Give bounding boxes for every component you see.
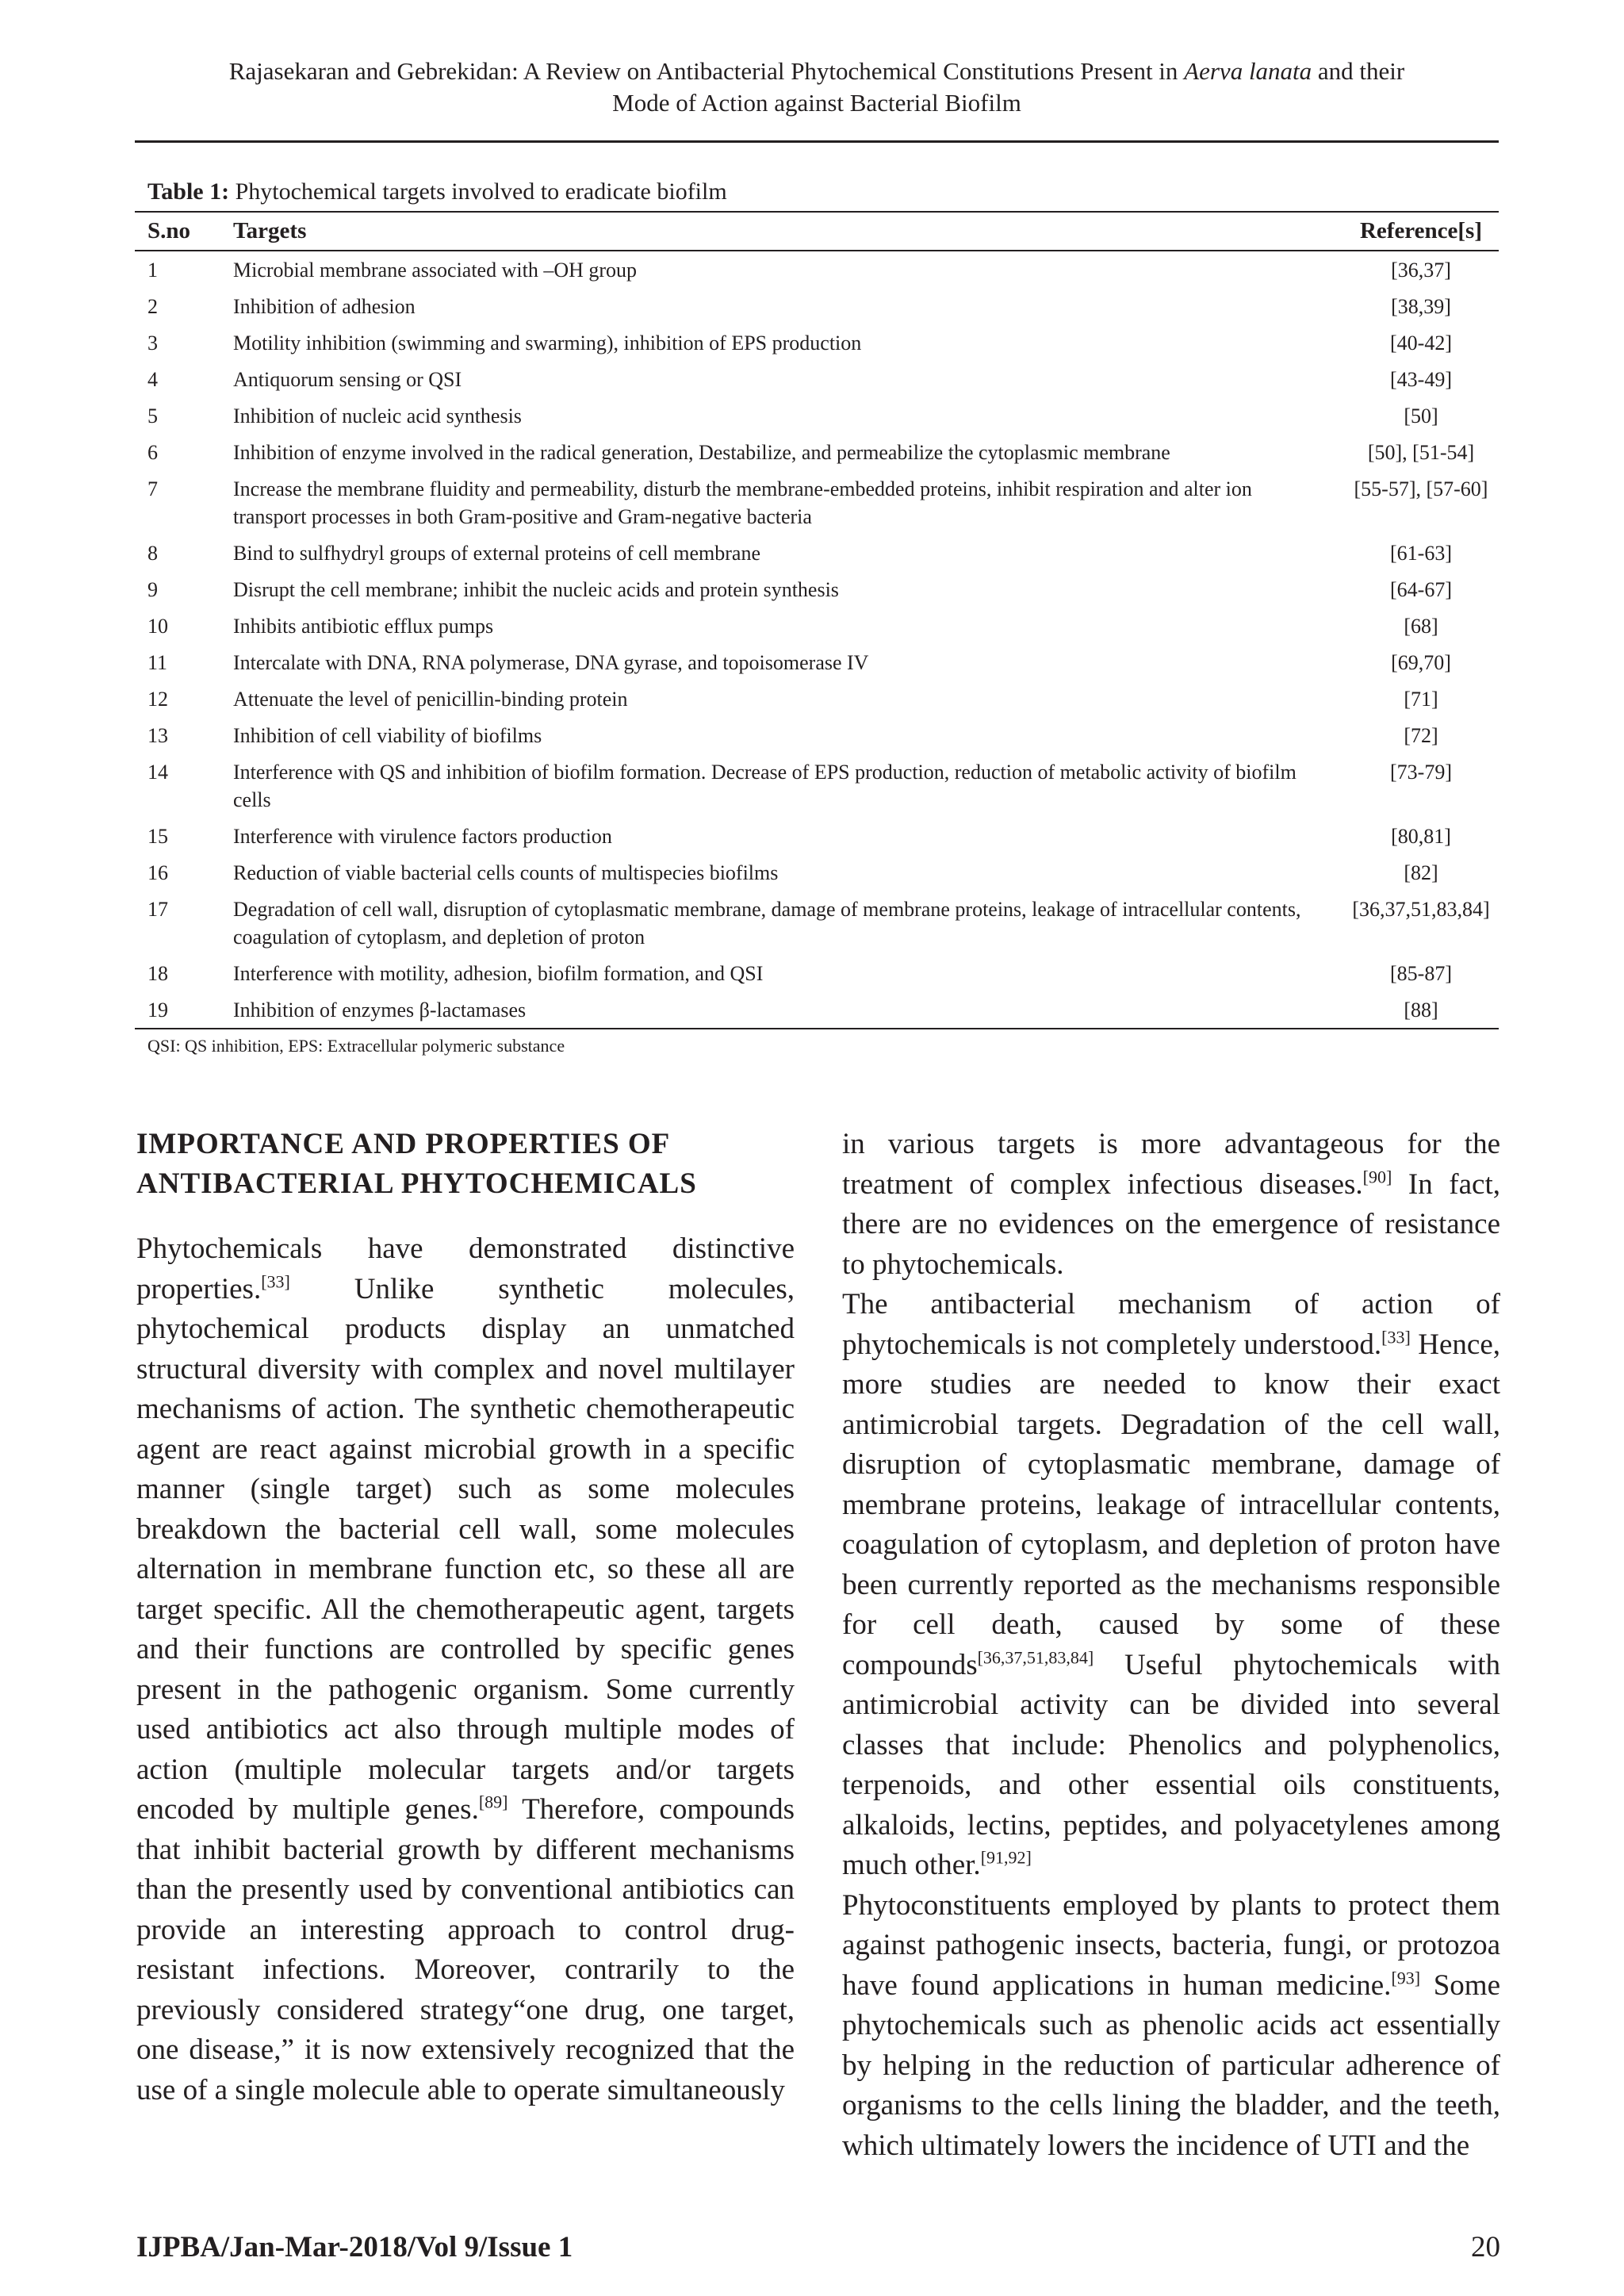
- table-row: [135, 854, 1499, 891]
- cell-sno: 14: [147, 761, 168, 784]
- cell-target: Interference with virulence factors production: [233, 825, 612, 848]
- cell-reference: [50]: [1404, 404, 1438, 427]
- cell-sno: 11: [147, 651, 168, 674]
- cell-target: Degradation of cell wall, disruption of cytoplasmatic membrane, damage of membrane proteins, leakage of intracellular contents, coagulation of cytoplasm, and depletion of proton: [233, 898, 1301, 949]
- cell-sno: 19: [147, 999, 168, 1022]
- cell-sno: 15: [147, 825, 168, 848]
- cell-target: Inhibition of enzyme involved in the radical generation, Destabilize, and permeabilize the cytoplasmic membrane: [233, 441, 1170, 464]
- cell-target: Attenuate the level of penicillin-binding protein: [233, 688, 628, 711]
- table-row: [135, 571, 1499, 608]
- cell-reference: [82]: [1404, 861, 1438, 884]
- cell-reference: [69,70]: [1391, 651, 1451, 674]
- cell-target: Intercalate with DNA, RNA polymerase, DNA gyrase, and topoisomerase IV: [233, 651, 869, 674]
- table-row: [135, 470, 1499, 535]
- cell-sno: 17: [147, 898, 168, 921]
- table-body: [135, 251, 1499, 1029]
- cell-reference: [88]: [1404, 999, 1438, 1022]
- citation: [36,37,51,83,84]: [977, 1647, 1094, 1668]
- cell-target: Interference with motility, adhesion, biofilm formation, and QSI: [233, 962, 764, 985]
- section-heading: IMPORTANCE AND PROPERTIES OF ANTIBACTERIAL PHYTOCHEMICALS: [136, 1128, 697, 1200]
- header-targets: Targets: [233, 218, 307, 243]
- paragraph: in various targets is more advantageous for the treatment of complex infectious diseases.[90] In fact, there are no evidences on the emergence of resistance to phytochemicals.: [842, 1128, 1500, 1281]
- running-head: [135, 56, 1499, 119]
- cell-reference: [80,81]: [1391, 825, 1451, 848]
- paragraph: Phytochemicals have demonstrated distinctive properties.[33] Unlike synthetic molecules, phytochemical products display an unmatched structural diversity with complex and novel multilayer mechanisms of action. The synthetic chemotherapeutic agent are react against microbial growth in a specific manner (single target) such as some molecules breakdown the bacterial cell wall, some molecules alternation in membrane function etc, so these all are target specific. All the chemotherapeutic agent, targets and their functions are controlled by specific genes present in the pathogenic organism. Some currently used antibiotics act also through multiple modes of action (multiple molecular targets and/or targets encoded by multiple genes.[89] Therefore, compounds that inhibit bacterial growth by different mechanisms than the presently used by conventional antibiotics can provide an interesting approach to control drug-resistant infections. Moreover, contrarily to the previously considered strategy“one drug, one target, one disease,” it is now extensively recognized that the use of a single molecule able to operate simultaneously: [136, 1232, 795, 2106]
- cell-sno: 4: [147, 368, 158, 391]
- paragraph: Phytoconstituents employed by plants to protect them against pathogenic insects, bacteria, fungi, or protozoa have found applications in human medicine.[93] Some phytochemicals such as phenolic acids act essentially by helping in the reduction of particular adherence of organisms to the cells lining the bladder, and the teeth, which ultimately lowers the incidence of UTI and the: [842, 1888, 1501, 2162]
- cell-sno: 13: [147, 724, 168, 747]
- running-head-line-1: Rajasekaran and Gebrekidan: A Review on Antibacterial Phytochemical Constitutions Present in Aerva lanata and their: [228, 57, 1405, 85]
- cell-reference: [72]: [1404, 724, 1438, 747]
- cell-sno: 5: [147, 404, 158, 427]
- cell-target: Microbial membrane associated with –OH group: [233, 259, 638, 282]
- table-row: [135, 955, 1499, 991]
- table-caption: Table 1: Phytochemical targets involved to eradicate biofilm: [147, 178, 727, 205]
- table-footnote: QSI: QS inhibition, EPS: Extracellular polymeric substance: [147, 1036, 565, 1056]
- cell-sno: 9: [147, 578, 158, 601]
- cell-reference: [68]: [1404, 615, 1438, 638]
- table-row: [135, 608, 1499, 644]
- table-header-row: [135, 212, 1499, 251]
- cell-sno: 16: [147, 861, 168, 884]
- table-row: [135, 361, 1499, 397]
- table-row: [135, 434, 1499, 470]
- cell-target: Reduction of viable bacterial cells counts of multispecies biofilms: [233, 861, 779, 884]
- cell-sno: 3: [147, 332, 158, 355]
- cell-target: Inhibition of adhesion: [233, 295, 416, 318]
- species-name: Aerva lanata: [1184, 57, 1312, 85]
- journal-footer: IJPBA/Jan-Mar-2018/Vol 9/Issue 1: [136, 2231, 573, 2263]
- cell-target: Inhibition of enzymes β-lactamases: [233, 999, 527, 1022]
- citation: [93]: [1391, 1968, 1421, 1988]
- cell-sno: 1: [147, 259, 158, 282]
- cell-target: Interference with QS and inhibition of biofilm formation. Decrease of EPS production, reduction of metabolic activity of biofilm cells: [233, 761, 1297, 811]
- cell-target: Increase the membrane fluidity and permeability, disturb the membrane-embedded proteins, inhibit respiration and alter ion transport processes in both Gram-positive and Gram-negative bacteria: [233, 477, 1252, 528]
- table-row: [135, 288, 1499, 324]
- cell-reference: [85-87]: [1390, 962, 1452, 985]
- cell-reference: [43-49]: [1390, 368, 1452, 391]
- right-column: [842, 1125, 1500, 2166]
- cell-sno: 7: [147, 477, 158, 500]
- citation: [89]: [478, 1792, 508, 1812]
- citation: [91,92]: [980, 1847, 1032, 1868]
- cell-reference: [61-63]: [1390, 542, 1452, 565]
- cell-reference: [71]: [1404, 688, 1438, 711]
- table-row: [135, 818, 1499, 854]
- header-divider: [135, 140, 1499, 143]
- cell-target: Motility inhibition (swimming and swarming), inhibition of EPS production: [233, 332, 862, 355]
- paragraph: The antibacterial mechanism of action of phytochemicals is not completely understood.[33] Hence, more studies are needed to know their exact antimicrobial targets. Degradation of the cell wall, disruption of cytoplasmatic membrane, damage of membrane proteins, leakage of intracellular contents, coagulation of cytoplasm, and depletion of proton have been currently reported as the mechanisms responsible for cell death, caused by some of these compounds[36,37,51,83,84] Useful phytochemicals with antimicrobial activity can be divided into several classes that include: Phenolics and polyphenolics, terpenoids, and other essential oils constituents, alkaloids, lectins, peptides, and polyacetylenes among much other.[91,92]: [842, 1288, 1500, 1881]
- citation: [90]: [1362, 1167, 1392, 1187]
- cell-reference: [73-79]: [1390, 761, 1452, 784]
- cell-sno: 18: [147, 962, 168, 985]
- citation: [33]: [1381, 1327, 1411, 1347]
- cell-target: Disrupt the cell membrane; inhibit the nucleic acids and protein synthesis: [233, 578, 839, 601]
- targets-table: [135, 211, 1499, 1029]
- table-row: [135, 753, 1499, 818]
- table-1: [135, 176, 1499, 1058]
- cell-reference: [64-67]: [1390, 578, 1452, 601]
- table-row: [135, 644, 1499, 680]
- cell-target: Antiquorum sensing or QSI: [233, 368, 462, 391]
- table-row: [135, 535, 1499, 571]
- cell-target: Bind to sulfhydryl groups of external proteins of cell membrane: [233, 542, 761, 565]
- cell-sno: 2: [147, 295, 158, 318]
- cell-target: Inhibition of nucleic acid synthesis: [233, 404, 522, 427]
- table-row: [135, 680, 1499, 717]
- cell-sno: 12: [147, 688, 168, 711]
- header-sno: S.no: [147, 218, 191, 243]
- table-row: [135, 991, 1499, 1029]
- cell-reference: [50], [51-54]: [1367, 441, 1475, 464]
- page-number: 20: [1471, 2231, 1500, 2263]
- cell-reference: [36,37,51,83,84]: [1352, 898, 1490, 921]
- table-row: [135, 891, 1499, 955]
- citation: [33]: [261, 1271, 290, 1292]
- cell-sno: 6: [147, 441, 158, 464]
- table-row: [135, 251, 1499, 288]
- running-head-line-2: Mode of Action against Bacterial Biofilm: [612, 89, 1021, 117]
- cell-target: Inhibits antibiotic efflux pumps: [233, 615, 494, 638]
- cell-target: Inhibition of cell viability of biofilms: [233, 724, 542, 747]
- cell-reference: [36,37]: [1391, 259, 1451, 282]
- cell-reference: [40-42]: [1390, 332, 1452, 355]
- table-row: [135, 717, 1499, 753]
- cell-sno: 8: [147, 542, 158, 565]
- left-column: [136, 1125, 795, 2110]
- table-row: [135, 397, 1499, 434]
- table-row: [135, 324, 1499, 361]
- header-references: Reference[s]: [1359, 218, 1483, 243]
- cell-sno: 10: [147, 615, 168, 638]
- cell-reference: [55-57], [57-60]: [1354, 477, 1488, 500]
- cell-reference: [38,39]: [1391, 295, 1451, 318]
